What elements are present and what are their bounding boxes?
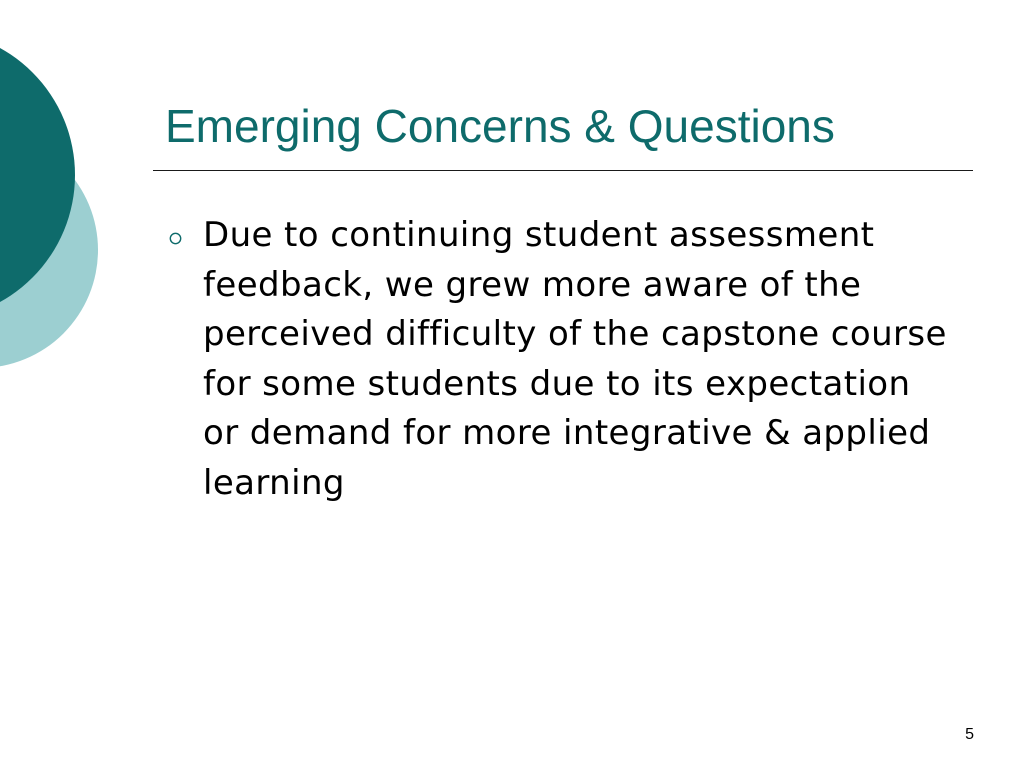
slide-title: Emerging Concerns & Questions (165, 100, 835, 152)
title-divider (153, 170, 973, 171)
bullet-item (160, 211, 960, 508)
slide-number: 5 (965, 726, 974, 743)
bullet-list (160, 211, 960, 508)
decorative-circles (0, 0, 110, 410)
hollow-circle-bullet-icon (169, 232, 182, 245)
bullet-text: Due to continuing student assessment feedback, we grew more aware of the perceived difficulty of the capstone course for some students due to its expectation or demand for more integrative & applied learning (203, 215, 947, 503)
